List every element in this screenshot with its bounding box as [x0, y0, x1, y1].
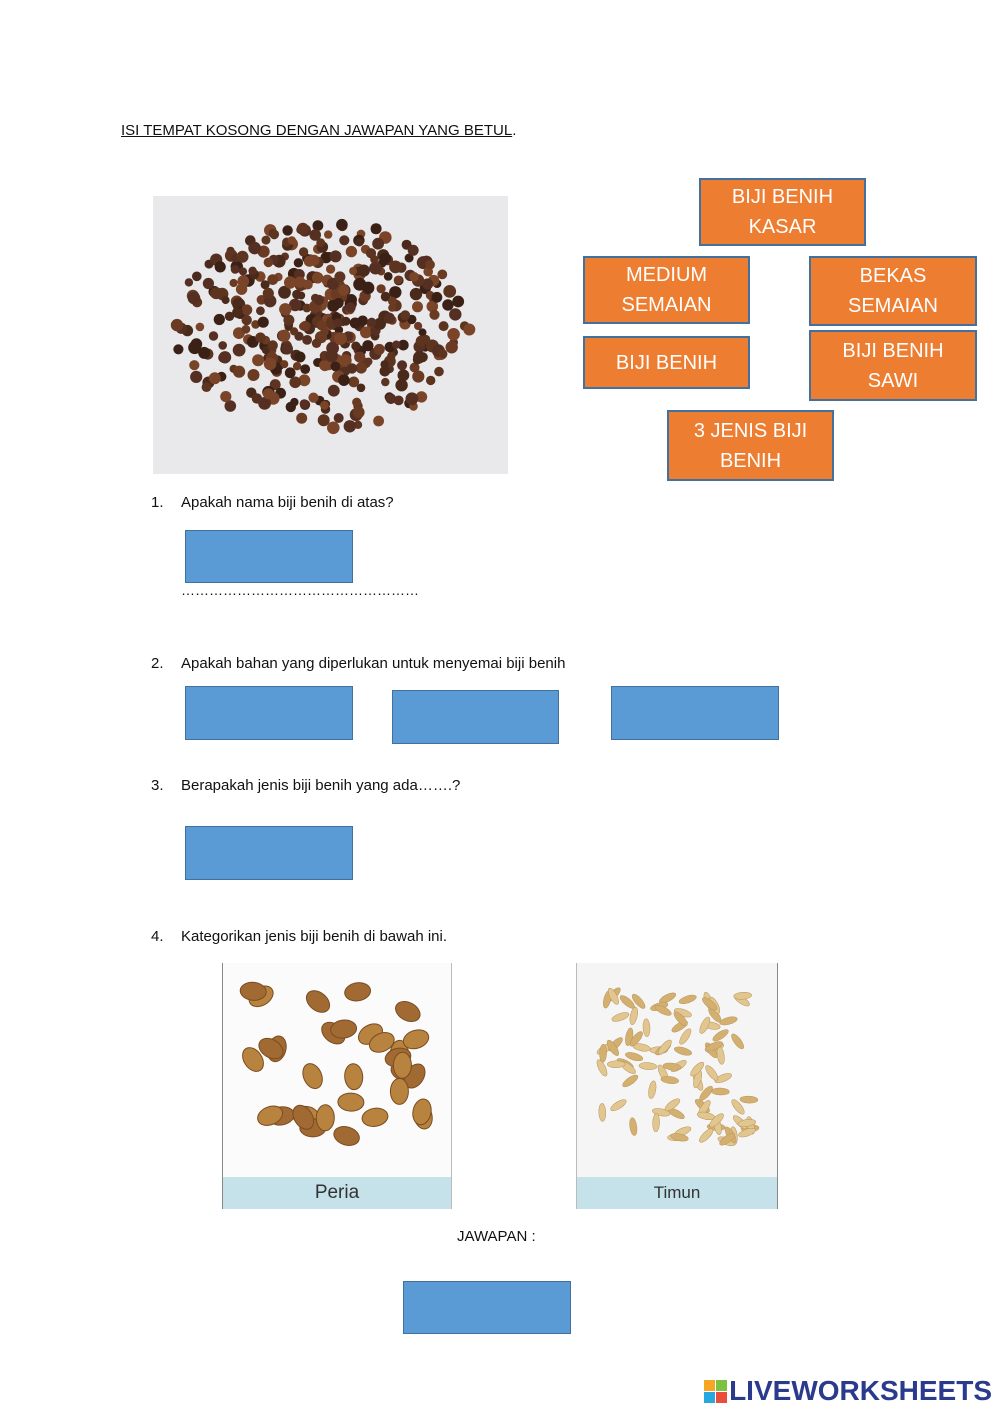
peria-caption: Peria: [223, 1177, 451, 1209]
instruction-text: ISI TEMPAT KOSONG DENGAN JAWAPAN YANG BETUL.: [121, 122, 517, 139]
answer-label: JAWAPAN :: [457, 1228, 536, 1245]
drop-zone-q2-c[interactable]: [611, 686, 779, 740]
peria-seeds-photo: [222, 963, 452, 1209]
drop-zone-q1[interactable]: [185, 530, 353, 583]
tile-medium-semaian[interactable]: MEDIUM SEMAIAN: [583, 256, 750, 324]
tile-biji-benih-sawi[interactable]: BIJI BENIH SAWI: [809, 330, 977, 401]
drop-zone-q2-a[interactable]: [185, 686, 353, 740]
liveworksheets-logo-icon: [704, 1380, 727, 1403]
question-4: 4. Kategorikan jenis biji benih di bawah ini.: [151, 928, 448, 945]
timun-seeds-photo: [576, 963, 778, 1209]
drop-zone-q4[interactable]: [403, 1281, 571, 1334]
question-3: 3. Berapakah jenis biji benih yang ada…….?: [151, 777, 461, 794]
tile-biji-benih[interactable]: BIJI BENIH: [583, 336, 750, 389]
drop-zone-q3[interactable]: [185, 826, 353, 880]
timun-caption: Timun: [577, 1177, 777, 1209]
liveworksheets-logo-text: LIVEWORKSHEETS: [729, 1375, 992, 1406]
mustard-seeds-photo: [153, 196, 508, 474]
question-2: 2. Apakah bahan yang diperlukan untuk menyemai biji benih: [151, 655, 566, 672]
question-1: 1. Apakah nama biji benih di atas?: [151, 494, 394, 511]
liveworksheets-logo: [704, 1375, 992, 1407]
tile-bekas-semaian[interactable]: BEKAS SEMAIAN: [809, 256, 977, 326]
drop-zone-q2-b[interactable]: [392, 690, 559, 744]
tile-biji-benih-kasar[interactable]: BIJI BENIH KASAR: [699, 178, 866, 246]
tile-3-jenis-biji-benih[interactable]: 3 JENIS BIJI BENIH: [667, 410, 834, 481]
answer-dotted-line: ……………………………………………: [181, 582, 419, 598]
